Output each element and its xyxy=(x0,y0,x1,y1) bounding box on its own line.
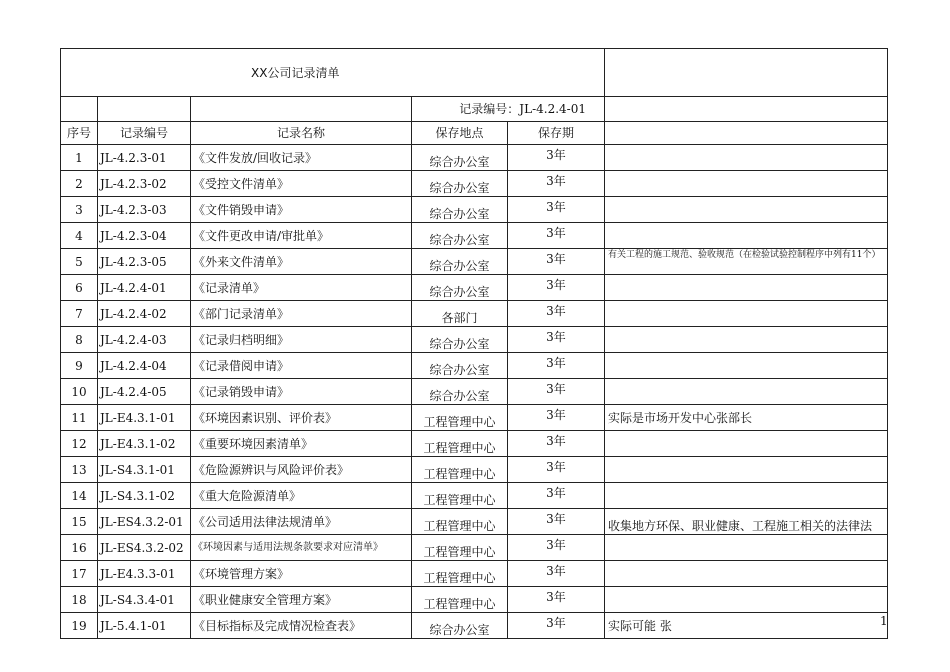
title-side-cell xyxy=(605,49,888,97)
row-remark xyxy=(605,301,888,327)
row-retention-period: 3年 xyxy=(508,587,605,613)
row-record-name: 《公司适用法律法规清单》 xyxy=(191,509,412,535)
row-storage-location: 工程管理中心 xyxy=(412,561,508,587)
row-remark xyxy=(605,379,888,405)
row-index: 10 xyxy=(61,379,98,405)
row-index: 18 xyxy=(61,587,98,613)
row-index: 15 xyxy=(61,509,98,535)
row-record-code: JL-4.2.3-04 xyxy=(98,223,191,249)
row-record-code: JL-4.2.4-04 xyxy=(98,353,191,379)
row-retention-period: 3年 xyxy=(508,379,605,405)
row-remark xyxy=(605,457,888,483)
row-storage-location: 综合办公室 xyxy=(412,379,508,405)
row-retention-period: 3年 xyxy=(508,145,605,171)
row-index: 6 xyxy=(61,275,98,301)
table-row xyxy=(61,249,888,275)
row-record-code: JL-E4.3.3-01 xyxy=(98,561,191,587)
row-record-name: 《目标指标及完成情况检查表》 xyxy=(191,613,412,639)
row-storage-location: 综合办公室 xyxy=(412,275,508,301)
table-row xyxy=(61,535,888,561)
header-name: 记录名称 xyxy=(191,122,412,145)
row-retention-period: 3年 xyxy=(508,405,605,431)
row-remark xyxy=(605,535,888,561)
row-retention-period: 3年 xyxy=(508,197,605,223)
row-record-name: 《记录归档明细》 xyxy=(191,327,412,353)
row-remark xyxy=(605,327,888,353)
table-row xyxy=(61,457,888,483)
row-index: 1 xyxy=(61,145,98,171)
table-row xyxy=(61,327,888,353)
row-record-code: JL-E4.3.1-02 xyxy=(98,431,191,457)
header-index: 序号 xyxy=(61,122,98,145)
row-record-name: 《重要环境因素清单》 xyxy=(191,431,412,457)
row-retention-period: 3年 xyxy=(508,483,605,509)
row-retention-period: 3年 xyxy=(508,327,605,353)
row-index: 3 xyxy=(61,197,98,223)
table-row xyxy=(61,561,888,587)
page-number: 1 xyxy=(880,614,888,628)
row-storage-location: 各部门 xyxy=(412,301,508,327)
row-index: 4 xyxy=(61,223,98,249)
row-record-name: 《文件销毁申请》 xyxy=(191,197,412,223)
record-code-row xyxy=(61,97,888,122)
row-record-name: 《危险源辨识与风险评价表》 xyxy=(191,457,412,483)
row-remark: 实际是市场开发中心张部长 xyxy=(605,405,888,431)
row-storage-location: 综合办公室 xyxy=(412,327,508,353)
row-storage-location: 工程管理中心 xyxy=(412,509,508,535)
header-code: 记录编号 xyxy=(98,122,191,145)
row-index: 8 xyxy=(61,327,98,353)
table-row xyxy=(61,301,888,327)
document-title: XX公司记录清单 xyxy=(61,49,605,97)
table-row xyxy=(61,483,888,509)
row-remark xyxy=(605,561,888,587)
table-row xyxy=(61,379,888,405)
row-remark xyxy=(605,353,888,379)
row-retention-period: 3年 xyxy=(508,457,605,483)
row-index: 11 xyxy=(61,405,98,431)
row-record-code: JL-S4.3.4-01 xyxy=(98,587,191,613)
row-index: 2 xyxy=(61,171,98,197)
row-index: 19 xyxy=(61,613,98,639)
row-index: 13 xyxy=(61,457,98,483)
record-code: 记录编号：JL-4.2.4-01 xyxy=(412,97,605,122)
row-retention-period: 3年 xyxy=(508,353,605,379)
table-row xyxy=(61,587,888,613)
table-row xyxy=(61,223,888,249)
row-storage-location: 综合办公室 xyxy=(412,145,508,171)
row-storage-location: 工程管理中心 xyxy=(412,535,508,561)
row-remark: 收集地方环保、职业健康、工程施工相关的法律法 xyxy=(605,509,888,535)
row-record-code: JL-4.2.3-05 xyxy=(98,249,191,275)
row-remark xyxy=(605,483,888,509)
row-retention-period: 3年 xyxy=(508,249,605,275)
row-record-code: JL-ES4.3.2-01 xyxy=(98,509,191,535)
row-storage-location: 综合办公室 xyxy=(412,171,508,197)
row-index: 12 xyxy=(61,431,98,457)
row-record-name: 《环境管理方案》 xyxy=(191,561,412,587)
table-row xyxy=(61,613,888,639)
table-row xyxy=(61,405,888,431)
row-record-name: 《环境因素与适用法规条款要求对应清单》 xyxy=(191,535,412,561)
row-record-code: JL-S4.3.1-02 xyxy=(98,483,191,509)
row-storage-location: 工程管理中心 xyxy=(412,587,508,613)
row-record-name: 《记录借阅申请》 xyxy=(191,353,412,379)
row-retention-period: 3年 xyxy=(508,223,605,249)
row-index: 16 xyxy=(61,535,98,561)
row-storage-location: 综合办公室 xyxy=(412,223,508,249)
records-table xyxy=(60,48,888,639)
row-storage-location: 工程管理中心 xyxy=(412,405,508,431)
row-remark: 实际可能 张 xyxy=(605,613,888,639)
row-record-name: 《部门记录清单》 xyxy=(191,301,412,327)
row-storage-location: 工程管理中心 xyxy=(412,431,508,457)
row-record-code: JL-4.2.3-03 xyxy=(98,197,191,223)
header-row xyxy=(61,122,888,145)
row-remark: 有关工程的施工规范、验收规范（在检验试验控制程序中列有11个） xyxy=(605,249,888,275)
row-index: 17 xyxy=(61,561,98,587)
row-storage-location: 综合办公室 xyxy=(412,353,508,379)
row-retention-period: 3年 xyxy=(508,301,605,327)
row-retention-period: 3年 xyxy=(508,171,605,197)
row-record-code: JL-4.2.4-02 xyxy=(98,301,191,327)
row-remark xyxy=(605,223,888,249)
table-row xyxy=(61,509,888,535)
row-storage-location: 综合办公室 xyxy=(412,197,508,223)
row-record-code: JL-4.2.3-02 xyxy=(98,171,191,197)
row-retention-period: 3年 xyxy=(508,509,605,535)
header-retention: 保存期 xyxy=(508,122,605,145)
row-record-name: 《重大危险源清单》 xyxy=(191,483,412,509)
row-record-name: 《环境因素识别、评价表》 xyxy=(191,405,412,431)
row-remark xyxy=(605,431,888,457)
row-remark xyxy=(605,587,888,613)
row-remark xyxy=(605,197,888,223)
row-storage-location: 综合办公室 xyxy=(412,613,508,639)
table-row xyxy=(61,197,888,223)
row-storage-location: 工程管理中心 xyxy=(412,483,508,509)
row-record-name: 《文件发放/回收记录》 xyxy=(191,145,412,171)
row-record-code: JL-ES4.3.2-02 xyxy=(98,535,191,561)
row-record-code: JL-S4.3.1-01 xyxy=(98,457,191,483)
row-record-code: JL-5.4.1-01 xyxy=(98,613,191,639)
row-record-name: 《文件更改申请/审批单》 xyxy=(191,223,412,249)
header-location: 保存地点 xyxy=(412,122,508,145)
row-index: 5 xyxy=(61,249,98,275)
table-row xyxy=(61,171,888,197)
row-record-name: 《受控文件清单》 xyxy=(191,171,412,197)
row-retention-period: 3年 xyxy=(508,613,605,639)
row-index: 7 xyxy=(61,301,98,327)
row-index: 9 xyxy=(61,353,98,379)
row-retention-period: 3年 xyxy=(508,275,605,301)
table-row xyxy=(61,431,888,457)
row-record-name: 《记录销毁申请》 xyxy=(191,379,412,405)
row-storage-location: 工程管理中心 xyxy=(412,457,508,483)
row-storage-location: 综合办公室 xyxy=(412,249,508,275)
table-row xyxy=(61,353,888,379)
row-record-code: JL-E4.3.1-01 xyxy=(98,405,191,431)
table-row xyxy=(61,145,888,171)
row-record-name: 《外来文件清单》 xyxy=(191,249,412,275)
row-record-code: JL-4.2.4-03 xyxy=(98,327,191,353)
row-record-code: JL-4.2.3-01 xyxy=(98,145,191,171)
title-row xyxy=(61,49,888,97)
row-record-name: 《职业健康安全管理方案》 xyxy=(191,587,412,613)
row-index: 14 xyxy=(61,483,98,509)
row-retention-period: 3年 xyxy=(508,561,605,587)
row-remark xyxy=(605,275,888,301)
table-row xyxy=(61,275,888,301)
row-record-code: JL-4.2.4-01 xyxy=(98,275,191,301)
row-remark xyxy=(605,171,888,197)
row-retention-period: 3年 xyxy=(508,431,605,457)
row-retention-period: 3年 xyxy=(508,535,605,561)
row-record-name: 《记录清单》 xyxy=(191,275,412,301)
header-remark xyxy=(605,122,888,145)
row-record-code: JL-4.2.4-05 xyxy=(98,379,191,405)
row-remark xyxy=(605,145,888,171)
